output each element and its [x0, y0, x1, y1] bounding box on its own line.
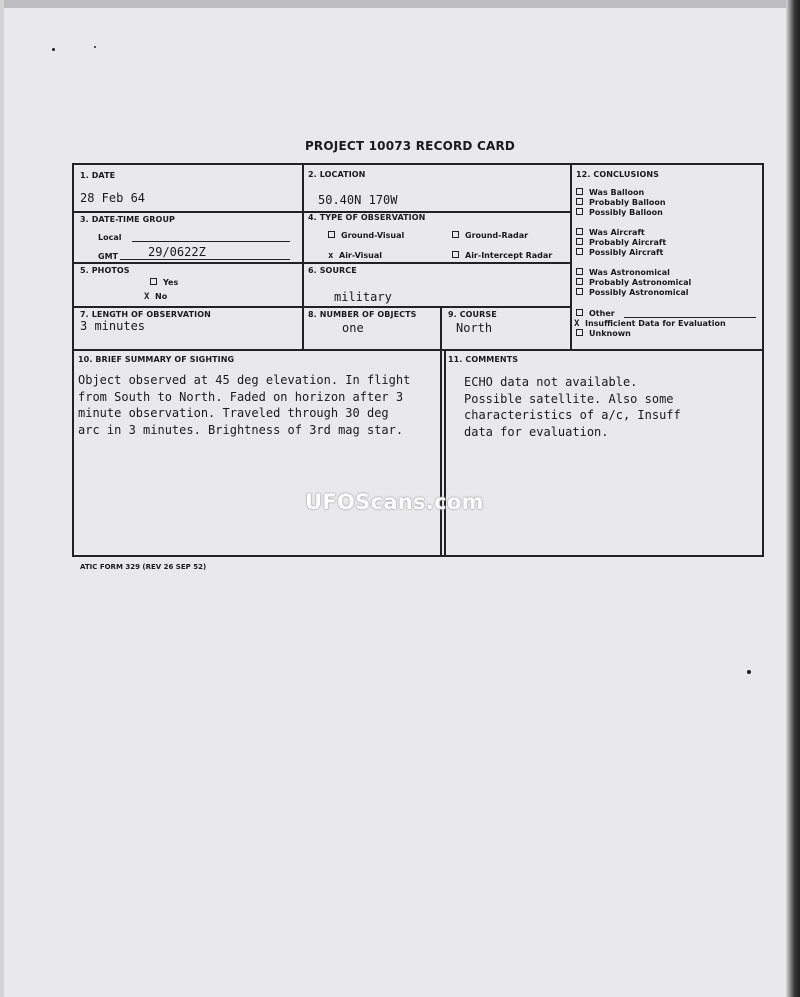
grid-line — [444, 349, 446, 557]
dtg-label: 3. DATE-TIME GROUP — [80, 215, 175, 224]
photos-no-label: No — [155, 292, 168, 301]
scan-speck — [52, 48, 55, 51]
conclusion-label: Other — [589, 309, 615, 318]
dtg-gmt-line — [120, 259, 290, 260]
conclusion-probably-astronomical[interactable] — [576, 278, 691, 288]
comments-text — [464, 374, 681, 440]
grid-line — [440, 306, 442, 557]
obs-option-air-visual[interactable] — [328, 251, 382, 261]
checkbox-icon — [576, 198, 583, 205]
checkbox-icon — [576, 188, 583, 195]
checked-mark-icon: X — [574, 319, 580, 329]
observation-type-label: 4. TYPE OF OBSERVATION — [308, 213, 426, 222]
objects-label: 8. NUMBER OF OBJECTS — [308, 310, 417, 319]
conclusion-label: Probably Balloon — [589, 198, 666, 207]
scan-speck — [747, 670, 751, 674]
comments-label: 11. COMMENTS — [448, 355, 519, 364]
date-label: 1. DATE — [80, 171, 116, 180]
watermark: UFOScans.com — [305, 490, 484, 514]
conclusion-label: Insufficient Data for Evaluation — [585, 319, 726, 328]
photos-yes-label: Yes — [163, 278, 179, 287]
conclusions-label: 12. CONCLUSIONS — [576, 170, 659, 179]
conclusion-label: Probably Aircraft — [589, 238, 667, 247]
checkbox-icon — [576, 288, 583, 295]
obs-option-ground-visual[interactable] — [328, 231, 404, 241]
checkbox-icon — [452, 231, 459, 238]
obs-option-ground-radar[interactable] — [452, 231, 528, 241]
conclusion-label: Probably Astronomical — [589, 278, 692, 287]
dtg-gmt-label: GMT — [98, 252, 118, 261]
conclusion-probably-aircraft[interactable] — [576, 238, 666, 248]
dtg-gmt-value: 29/0622Z — [148, 245, 206, 259]
objects-value: one — [342, 321, 364, 335]
other-line — [624, 317, 756, 318]
photos-option-yes[interactable] — [150, 278, 178, 288]
grid-line — [74, 349, 764, 351]
summary-text — [78, 372, 410, 438]
checkbox-icon — [576, 329, 583, 336]
comments-line: ECHO data not available. — [464, 375, 638, 389]
obs-option-label: Ground-Radar — [465, 231, 529, 240]
source-value: military — [334, 290, 392, 304]
date-value: 28 Feb 64 — [80, 191, 146, 205]
comments-line: characteristics of a/c, Insuff — [464, 408, 681, 422]
obs-option-air-intercept-radar[interactable] — [452, 251, 552, 261]
grid-line — [570, 165, 572, 349]
checkbox-icon — [576, 228, 583, 235]
checkbox-icon — [576, 208, 583, 215]
checkbox-icon — [576, 278, 583, 285]
checkbox-icon — [452, 251, 459, 258]
conclusion-unknown[interactable] — [576, 329, 631, 339]
summary-line: from South to North. Faded on horizon after 3 — [78, 389, 404, 404]
conclusion-was-aircraft[interactable] — [576, 228, 645, 238]
conclusion-label: Unknown — [589, 329, 631, 338]
summary-label: 10. BRIEF SUMMARY OF SIGHTING — [78, 355, 235, 364]
grid-line — [302, 165, 304, 349]
conclusion-possibly-balloon[interactable] — [576, 208, 663, 218]
summary-line: arc in 3 minutes. Brightness of 3rd mag star. — [78, 422, 404, 437]
summary-line: Object observed at 45 deg elevation. In flight — [78, 373, 411, 387]
conclusion-other[interactable] — [576, 309, 615, 319]
checkbox-icon — [576, 248, 583, 255]
summary-line: minute observation. Traveled through 30 deg — [78, 406, 389, 420]
checkbox-icon — [576, 309, 583, 316]
course-label: 9. COURSE — [448, 310, 497, 319]
grid-line — [74, 262, 570, 264]
conclusion-label: Possibly Balloon — [589, 208, 663, 217]
comments-line: data for evaluation. — [464, 424, 609, 439]
conclusion-insufficient-data[interactable] — [574, 319, 726, 329]
conclusion-was-balloon[interactable] — [576, 188, 644, 198]
conclusion-possibly-astronomical[interactable] — [576, 288, 688, 298]
location-label: 2. LOCATION — [308, 170, 366, 179]
comments-line: Possible satellite. Also some — [464, 391, 674, 406]
dtg-local-label: Local — [98, 233, 122, 242]
conclusion-label: Possibly Astronomical — [589, 288, 689, 297]
conclusion-label: Was Balloon — [589, 188, 645, 197]
course-value: North — [456, 321, 493, 335]
conclusion-label: Was Aircraft — [589, 228, 645, 237]
obs-option-label: Air-Intercept Radar — [465, 251, 553, 260]
length-label: 7. LENGTH OF OBSERVATION — [80, 310, 211, 319]
dtg-local-line — [132, 241, 290, 242]
source-label: 6. SOURCE — [308, 266, 357, 275]
conclusion-label: Was Astronomical — [589, 268, 670, 277]
conclusion-possibly-aircraft[interactable] — [576, 248, 663, 258]
photos-option-no[interactable] — [144, 292, 167, 302]
checked-mark-icon: x — [328, 251, 334, 261]
form-number: ATIC FORM 329 (REV 26 SEP 52) — [80, 563, 207, 571]
conclusion-label: Possibly Aircraft — [589, 248, 664, 257]
checkbox-icon — [576, 238, 583, 245]
photos-label: 5. PHOTOS — [80, 266, 130, 275]
scan-edge-top — [0, 0, 800, 8]
checked-mark-icon: X — [144, 292, 150, 302]
checkbox-icon — [328, 231, 335, 238]
location-value: 50.40N 170W — [318, 193, 398, 207]
obs-option-label: Air-Visual — [339, 251, 383, 260]
obs-option-label: Ground-Visual — [341, 231, 405, 240]
card-title: PROJECT 10073 RECORD CARD — [304, 139, 516, 153]
length-value: 3 minutes — [80, 319, 146, 333]
checkbox-icon — [150, 278, 157, 285]
grid-line — [74, 306, 570, 308]
conclusion-probably-balloon[interactable] — [576, 198, 666, 208]
scan-speck — [94, 46, 96, 48]
conclusion-was-astronomical[interactable] — [576, 268, 670, 278]
checkbox-icon — [576, 268, 583, 275]
